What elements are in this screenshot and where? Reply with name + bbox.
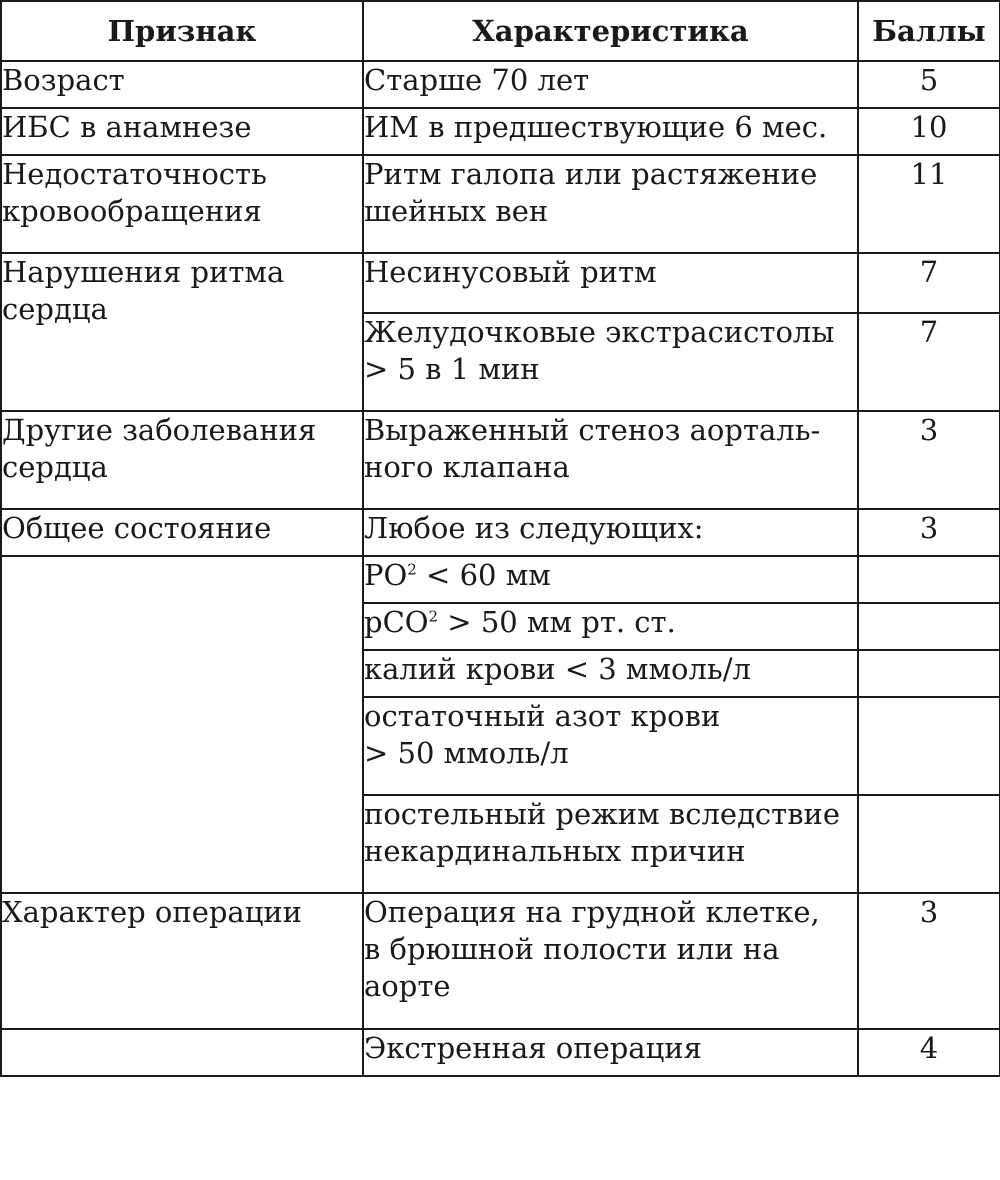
score-text: 3 [919, 895, 939, 929]
characteristic-text-line: в брюшной полости или на [364, 932, 780, 966]
sign-text-line: сердца [2, 292, 108, 326]
score-text: 7 [919, 315, 939, 349]
score-text: 11 [910, 157, 948, 191]
sign-text: Характер операции [2, 895, 303, 929]
sign-text-line: сердца [2, 450, 108, 484]
characteristic-text-line: аорте [364, 969, 451, 1003]
characteristic-text-line: некардинальных причин [364, 834, 746, 868]
table-row [1, 411, 1000, 509]
sign-text: ИБС в анамнезе [2, 110, 252, 144]
sign-text-line: Другие заболевания [2, 413, 317, 447]
characteristic-cell [363, 61, 858, 108]
characteristic-text: pCO [364, 605, 429, 639]
sign-cell [1, 509, 363, 556]
score-cell [858, 795, 1000, 893]
sign-text-line: кровообращения [2, 194, 262, 228]
characteristic-text: > 50 мм рт. ст. [438, 605, 676, 639]
header-sign: Признак [1, 1, 363, 61]
sign-text: Возраст [2, 63, 125, 97]
header-characteristic: Характеристика [363, 1, 858, 61]
sign-text-line: Нарушения ритма [2, 255, 285, 289]
score-cell [858, 556, 1000, 603]
characteristic-text: Экстренная операция [364, 1031, 702, 1065]
score-text: 4 [919, 1031, 939, 1065]
characteristic-text: Несинусовый ритм [364, 255, 657, 289]
characteristic-cell [363, 893, 858, 1029]
table-row [1, 1029, 1000, 1076]
score-cell [858, 697, 1000, 795]
score-cell [858, 650, 1000, 697]
score-cell [858, 108, 1000, 155]
characteristic-text-line: > 50 ммоль/л [364, 736, 569, 770]
characteristic-cell [363, 1029, 858, 1076]
score-cell [858, 509, 1000, 556]
score-cell [858, 411, 1000, 509]
characteristic-cell [363, 795, 858, 893]
score-cell [858, 253, 1000, 313]
subscript-text: 2 [407, 560, 417, 579]
table-row [1, 155, 1000, 253]
table-row [1, 893, 1000, 1029]
characteristic-text-line: Выраженный стеноз аорталь- [364, 413, 821, 447]
sign-text: Общее состояние [2, 511, 272, 545]
characteristic-cell [363, 108, 858, 155]
sign-cell [1, 108, 363, 155]
characteristic-text-line: Желудочковые экстрасистолы [364, 315, 835, 349]
sign-cell [1, 155, 363, 253]
score-cell [858, 1029, 1000, 1076]
characteristic-cell [363, 253, 858, 313]
characteristic-text-line: постельный режим вследствие [364, 797, 841, 831]
table-row [1, 108, 1000, 155]
characteristic-cell [363, 603, 858, 650]
sign-cell [1, 253, 363, 411]
characteristic-text: Любое из следующих: [364, 511, 704, 545]
score-text: 3 [919, 511, 939, 545]
sign-cell [1, 61, 363, 108]
characteristic-text-line: > 5 в 1 мин [364, 352, 540, 386]
table-row [1, 509, 1000, 556]
score-cell [858, 893, 1000, 1029]
table-row [1, 556, 1000, 603]
score-text: 3 [919, 413, 939, 447]
score-text: 5 [919, 63, 939, 97]
score-text: 10 [910, 110, 948, 144]
subscript-text: 2 [428, 607, 439, 626]
characteristic-text: калий крови < 3 ммоль/л [364, 652, 751, 686]
empty-sign-cell [1, 556, 363, 893]
score-cell [858, 603, 1000, 650]
characteristic-cell [363, 556, 858, 603]
empty-sign-cell [1, 1029, 363, 1076]
header-score: Баллы [858, 1, 1000, 61]
characteristic-cell [363, 313, 858, 411]
sign-cell [1, 893, 363, 1029]
characteristic-cell [363, 155, 858, 253]
characteristic-text: ИМ в предшествующие 6 мес. [364, 110, 828, 144]
characteristic-text-line: остаточный азот крови [364, 699, 721, 733]
table-header-row [1, 1, 1000, 61]
sign-text-line: Недостаточность [2, 157, 267, 191]
characteristic-cell [363, 650, 858, 697]
sign-cell [1, 411, 363, 509]
score-cell [858, 155, 1000, 253]
score-cell [858, 313, 1000, 411]
characteristic-text-line: Операция на грудной клетке, [364, 895, 820, 929]
characteristic-text: Старше 70 лет [364, 63, 590, 97]
score-cell [858, 61, 1000, 108]
characteristic-text-line: Ритм галопа или растяжение [364, 157, 818, 191]
characteristic-text-line: ного клапана [364, 450, 570, 484]
characteristic-cell [363, 697, 858, 795]
score-text: 7 [919, 255, 939, 289]
characteristic-text: < 60 мм [416, 558, 551, 592]
characteristic-cell [363, 411, 858, 509]
table-row [1, 253, 1000, 313]
characteristic-cell [363, 509, 858, 556]
characteristic-text: PO [364, 558, 408, 592]
characteristic-text-line: шейных вен [364, 194, 549, 228]
table-row [1, 61, 1000, 108]
